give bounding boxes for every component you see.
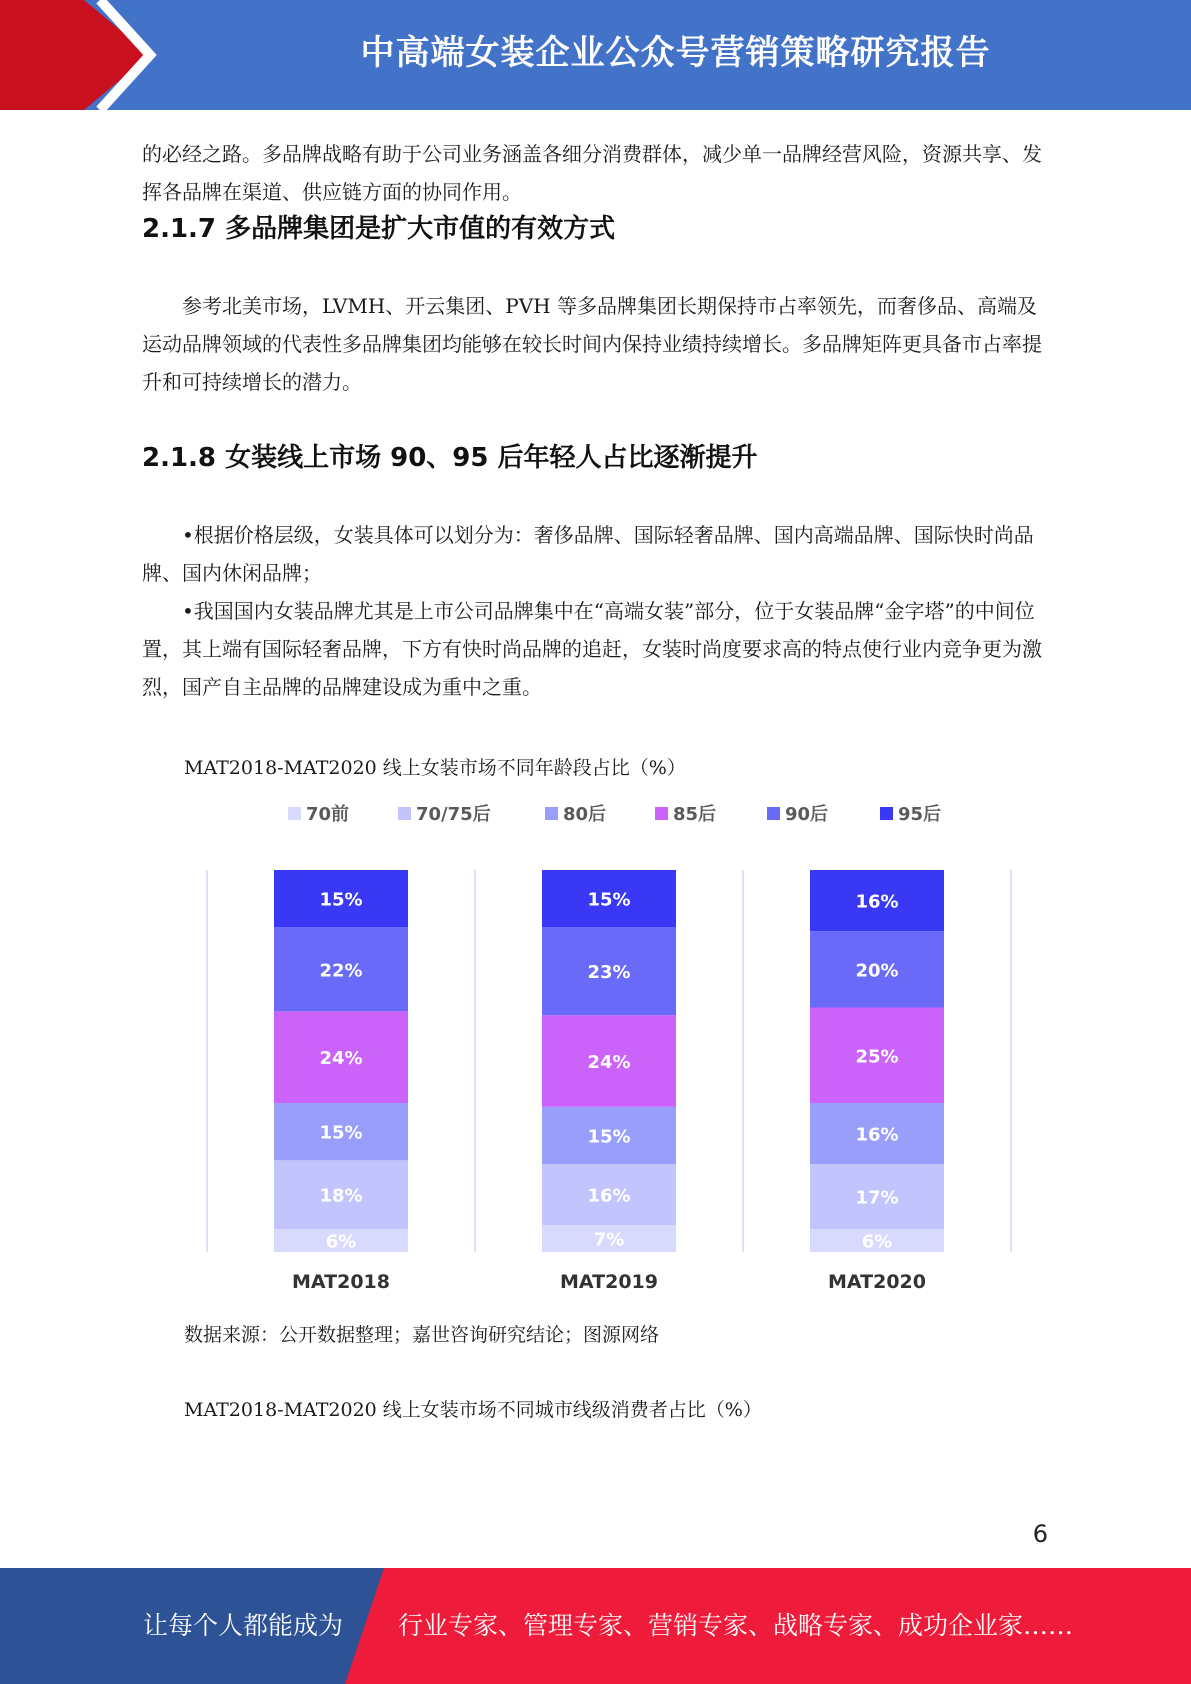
next-chart-caption: MAT2018-MAT2020 线上女装市场不同城市线级消费者占比（%） (184, 1399, 762, 1421)
header-red-arrow (0, 0, 150, 110)
legend-label: 85后 (673, 804, 717, 825)
legend-label: 95后 (898, 804, 942, 825)
data-label: 6% (861, 1231, 893, 1253)
footer-slogan-left: 让每个人都能成为 (143, 1611, 344, 1640)
legend-label: 80后 (563, 804, 607, 825)
chart-caption: MAT2018-MAT2020 线上女装市场不同年龄段占比（%） (184, 757, 686, 779)
data-label: 16% (855, 891, 899, 913)
data-label: 16% (855, 1124, 899, 1146)
page-header (0, 0, 1191, 110)
category-label: MAT2020 (828, 1271, 926, 1293)
data-source-note: 数据来源：公开数据整理；嘉世咨询研究结论；图源网络 (184, 1324, 660, 1346)
category-label: MAT2019 (560, 1271, 658, 1293)
legend-label: 70前 (306, 804, 350, 825)
document-title: 中高端女装企业公众号营销策略研究报告 (360, 33, 991, 73)
data-label: 22% (319, 960, 363, 982)
data-label: 18% (319, 1185, 363, 1207)
legend-swatch (398, 807, 411, 820)
data-label: 24% (587, 1052, 631, 1073)
data-label: 16% (587, 1185, 631, 1207)
data-label: 25% (855, 1046, 899, 1068)
data-label: 7% (593, 1229, 625, 1251)
page-number: 6 (1032, 1520, 1048, 1548)
bullet-domestic-brands: •我国国内女装品牌尤其是上市公司品牌集中在“高端女装”部分，位于女装品牌“金字塔”的中间位置，其上端有国际轻奢品牌，下方有快时尚品牌的追赶，女装时尚度要求高的特点使行业内竞争更为激烈，国产自主品牌的品牌建设成为重中之重。 (142, 599, 1042, 699)
intro-paragraph: 的必经之路。多品牌战略有助于公司业务涵盖各细分消费群体，减少单一品牌经营风险，资源共享、发挥各品牌在渠道、供应链方面的协同作用。 (142, 142, 1042, 204)
section-heading-2-1-8: 2.1.8 女装线上市场 90、95 后年轻人占比逐渐提升 (142, 443, 758, 473)
legend-swatch (767, 807, 780, 820)
legend-swatch (545, 807, 558, 820)
data-label: 15% (587, 1126, 631, 1148)
data-label: 15% (587, 889, 631, 911)
legend-label: 90后 (785, 804, 829, 825)
legend-swatch (880, 807, 893, 820)
legend-swatch (288, 807, 301, 820)
data-label: 15% (319, 889, 363, 911)
data-label: 15% (319, 1122, 363, 1144)
legend-swatch (655, 807, 668, 820)
data-label: 6% (325, 1231, 357, 1253)
data-label: 17% (855, 1187, 899, 1209)
bullet-price-tiers: •根据价格层级，女装具体可以划分为：奢侈品牌、国际轻奢品牌、国内高端品牌、国际快时尚品牌、国内休闲品牌； (142, 523, 1034, 585)
data-label: 23% (587, 962, 631, 984)
page-footer (0, 1568, 1191, 1684)
section-heading-2-1-7: 2.1.7 多品牌集团是扩大市值的有效方式 (142, 214, 616, 244)
data-label: 24% (319, 1048, 363, 1070)
age-distribution-stacked-bar-chart (200, 790, 1030, 1300)
legend-label: 70/75后 (416, 804, 491, 825)
data-label: 20% (855, 960, 899, 982)
section-2-1-7-paragraph: 参考北美市场，LVMH、开云集团、PVH 等多品牌集团长期保持市占率领先，而奢侈品、高端及运动品牌领域的代表性多品牌集团均能够在较长时间内保持业绩持续增长。多品牌矩阵更具备市占率提升和可持续增长的潜力。 (142, 294, 1042, 394)
footer-slogan-right: 行业专家、管理专家、营销专家、战略专家、成功企业家…… (398, 1611, 1074, 1640)
category-label: MAT2018 (292, 1271, 390, 1293)
